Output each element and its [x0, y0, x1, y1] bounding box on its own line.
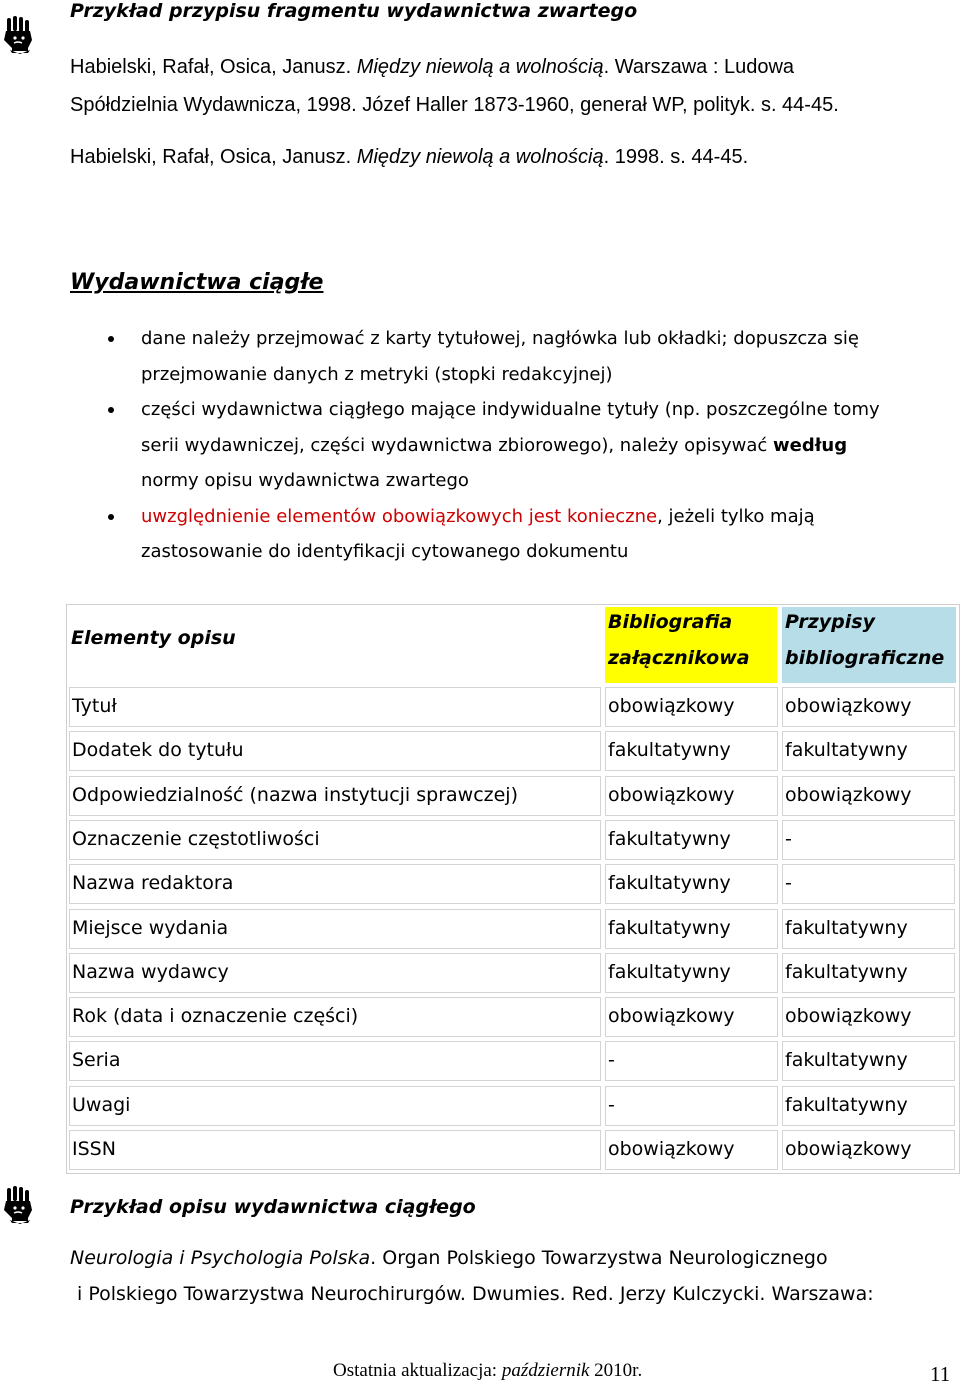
cell-element — [69, 864, 601, 904]
cell-element — [69, 1086, 601, 1126]
table-row — [69, 1086, 955, 1126]
table-row — [69, 1130, 955, 1170]
ref-title: Między niewolą a wolnością — [356, 56, 604, 78]
cell-przypisy — [782, 1130, 955, 1170]
cell-text: fakultatywny — [608, 960, 731, 983]
reference-full — [70, 48, 839, 124]
cell-text: obowiązkowy — [785, 1138, 912, 1160]
last-updated: Ostatnia aktualizacja: październik 2010r. — [333, 1360, 643, 1381]
ref-publisher: . Warszawa : Ludowa — [603, 56, 795, 78]
periodical-title: Neurologia i Psychologia Polska — [70, 1247, 371, 1269]
cell-przypisy — [782, 997, 955, 1037]
cell-bibliografia — [605, 776, 778, 816]
cell-text: obowiązkowy — [785, 1005, 912, 1028]
cell-text: Nazwa wydawcy — [72, 960, 229, 983]
cell-element — [69, 820, 601, 860]
table-row — [69, 820, 955, 860]
cell-bibliografia — [605, 909, 778, 949]
bullet-icon — [108, 336, 114, 342]
cell-text: fakultatywny — [608, 916, 731, 939]
ref-short-authors: Habielski, Rafał, Osica, Janusz. — [70, 146, 357, 168]
header-elements: Elementy opisu — [71, 627, 236, 649]
cell-text: Seria — [72, 1049, 121, 1072]
cell-text: - — [608, 1049, 615, 1072]
table-row — [69, 997, 955, 1037]
cell-text: fakultatywny — [608, 827, 731, 850]
cell-bibliografia — [605, 864, 778, 904]
cell-text: obowiązkowy — [785, 783, 912, 806]
cell-text: Oznaczenie częstotliwości — [72, 827, 320, 850]
cell-przypisy — [782, 820, 955, 860]
cell-bibliografia — [605, 687, 778, 727]
cell-przypisy — [782, 1086, 955, 1126]
cell-element — [69, 953, 601, 993]
list-item: części wydawnictwa ciągłego mające indywidualne tytuły (np. poszczególne tomy serii wydawniczej, części wydawnictwa zbiorowego), należy opisywać według normy opisu wydawnictwa zwartego — [141, 392, 951, 499]
page-number: 11 — [930, 1362, 951, 1386]
ref-short-rest: . 1998. s. 44-45. — [603, 146, 749, 168]
cell-bibliografia — [605, 1086, 778, 1126]
cell-text: obowiązkowy — [608, 783, 735, 806]
cell-text: - — [785, 872, 792, 895]
table-row — [69, 953, 955, 993]
cell-text: - — [608, 1093, 615, 1116]
hand-stop-icon — [2, 16, 36, 56]
cell-bibliografia — [605, 1041, 778, 1081]
table-row — [69, 731, 955, 771]
reference-full-line1 — [70, 48, 839, 86]
cell-text: - — [785, 827, 792, 850]
cell-przypisy — [782, 1041, 955, 1081]
hand-stop-icon — [2, 1186, 36, 1226]
bullet-icon — [108, 514, 114, 520]
cell-text: fakultatywny — [785, 916, 908, 939]
example-heading: Przykład przypisu fragmentu wydawnictwa zwartego — [70, 0, 638, 22]
cell-bibliografia — [605, 820, 778, 860]
cell-text: Dodatek do tytułu — [72, 739, 244, 762]
bullet-icon — [108, 407, 114, 413]
cell-text: Nazwa redaktora — [72, 872, 234, 895]
cell-element — [69, 687, 601, 727]
cell-przypisy — [782, 776, 955, 816]
cell-text: obowiązkowy — [608, 695, 735, 717]
cell-text: fakultatywny — [785, 1049, 908, 1072]
table-row — [69, 909, 955, 949]
cell-bibliografia — [605, 731, 778, 771]
cell-text: fakultatywny — [608, 872, 731, 895]
highlight-red-text: uwzględnienie elementów obowiązkowych jest konieczne — [141, 505, 658, 527]
cell-bibliografia — [605, 997, 778, 1037]
emphasis-text: według — [773, 434, 848, 456]
table-row — [69, 864, 955, 904]
cell-text: Uwagi — [72, 1093, 131, 1116]
cell-bibliografia — [605, 1130, 778, 1170]
cell-text: fakultatywny — [785, 739, 908, 762]
reference-short — [70, 146, 748, 169]
cell-element — [69, 997, 601, 1037]
cell-text: obowiązkowy — [785, 695, 912, 717]
cell-element — [69, 731, 601, 771]
list-item: dane należy przejmować z karty tytułowej, nagłówka lub okładki; dopuszcza się przejmowanie danych z metryki (stopki redakcyjnej) — [141, 321, 951, 392]
ref-short-title: Między niewolą a wolnością — [356, 146, 604, 168]
bullet-list — [141, 321, 951, 570]
elements-table — [66, 604, 960, 1174]
reference-full-line2: Spółdzielnia Wydawnicza, 1998. Józef Haller 1873-1960, generał WP, polityk. s. 44-45. — [70, 94, 839, 116]
header-bibliografia: Bibliografia załącznikowa — [605, 607, 777, 683]
periodical-line1: Neurologia i Psychologia Polska. Organ Polskiego Towarzystwa Neurologicznego — [70, 1247, 828, 1269]
example2-heading: Przykład opisu wydawnictwa ciągłego — [70, 1196, 476, 1218]
cell-bibliografia — [605, 953, 778, 993]
table-row — [69, 776, 955, 816]
cell-text: Tytuł — [72, 695, 117, 717]
cell-element — [69, 909, 601, 949]
periodical-line2: i Polskiego Towarzystwa Neurochirurgów. Dwumies. Red. Jerzy Kulczycki. Warszawa: — [77, 1283, 874, 1305]
cell-przypisy — [782, 953, 955, 993]
ref-authors: Habielski, Rafał, Osica, Janusz. — [70, 56, 357, 78]
table-row — [69, 687, 955, 727]
cell-text: Miejsce wydania — [72, 916, 229, 939]
cell-text: obowiązkowy — [608, 1005, 735, 1028]
section-title: Wydawnictwa ciągłe — [70, 270, 324, 295]
cell-przypisy — [782, 731, 955, 771]
cell-element — [69, 1041, 601, 1081]
cell-przypisy — [782, 909, 955, 949]
cell-text: Odpowiedzialność (nazwa instytucji sprawczej) — [72, 783, 518, 806]
table-header — [67, 605, 959, 685]
cell-text: obowiązkowy — [608, 1138, 735, 1160]
cell-element — [69, 776, 601, 816]
cell-text: Rok (data i oznaczenie części) — [72, 1005, 359, 1028]
cell-text: fakultatywny — [785, 1093, 908, 1116]
cell-przypisy — [782, 687, 955, 727]
cell-element — [69, 1130, 601, 1170]
header-przypisy: Przypisy bibliograficzne — [782, 607, 956, 683]
table-row — [69, 1041, 955, 1081]
cell-przypisy — [782, 864, 955, 904]
cell-text: fakultatywny — [608, 739, 731, 762]
cell-text: fakultatywny — [785, 960, 908, 983]
list-item: uwzględnienie elementów obowiązkowych jest konieczne, jeżeli tylko mają zastosowanie do identyfikacji cytowanego dokumentu — [141, 499, 951, 570]
cell-text: ISSN — [72, 1138, 116, 1160]
